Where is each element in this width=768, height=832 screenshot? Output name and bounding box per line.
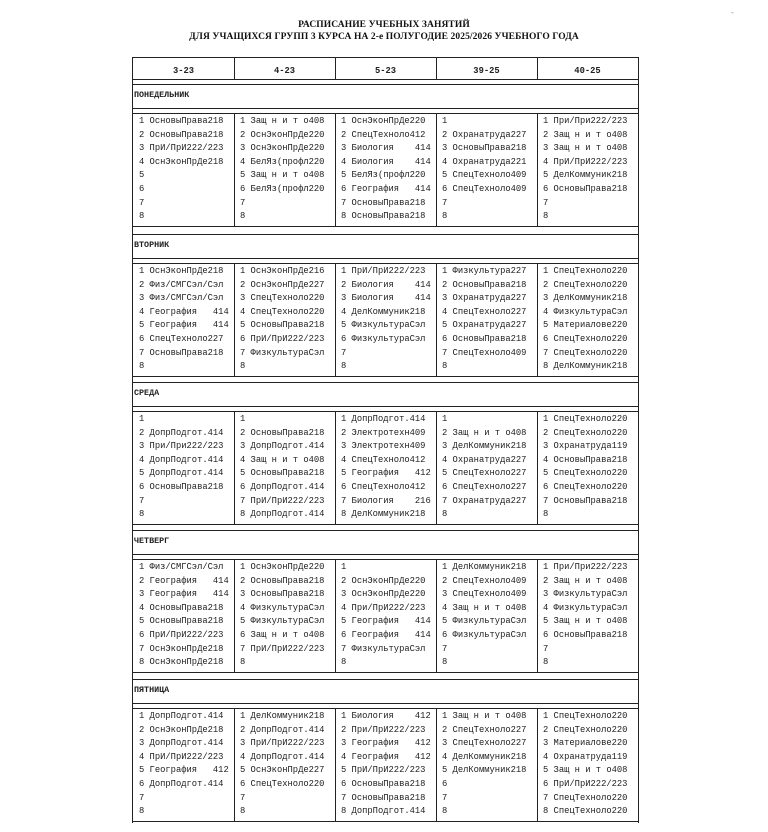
- lesson-entry: 6 СпецТехноло220: [240, 778, 325, 789]
- day-grid-bottom-border: [133, 672, 638, 673]
- lesson-entry: 4 ДопрПодгот.414: [139, 454, 224, 465]
- lesson-entry: 1 При/При222/223: [543, 562, 628, 572]
- column-divider: [537, 559, 538, 672]
- lesson-entry: 3 Электротехн409: [341, 441, 426, 452]
- column-divider: [537, 411, 538, 524]
- lesson-entry: 2 Электротехн409: [341, 427, 426, 438]
- lesson-entry: 6 ДопрПодгот.414: [139, 778, 224, 789]
- lesson-entry: 3 ФизкультураСэл: [543, 589, 628, 600]
- lesson-entry: 7 ОсновыПрава218: [139, 347, 224, 358]
- lesson-entry: 7: [442, 197, 448, 208]
- lesson-entry: 3 Биология 414: [341, 143, 431, 154]
- lesson-entry: 8 ДелКоммуник218: [341, 509, 426, 520]
- lesson-entry: 8: [341, 657, 347, 668]
- lesson-entry: 2 ДопрПодгот.414: [240, 724, 325, 735]
- column-divider: [436, 411, 437, 524]
- lesson-entry: 6 ОсновыПрава218: [543, 183, 628, 194]
- lesson-entry: 2 География 414: [139, 575, 229, 586]
- schedule-cell: [133, 413, 234, 522]
- lesson-entry: 4 Защ н и т о408: [240, 454, 325, 465]
- schedule-cell: [436, 561, 537, 670]
- schedule-cell: [537, 115, 638, 224]
- column-divider: [335, 263, 336, 376]
- lesson-entry: 3 ОсновыПрава218: [442, 143, 527, 154]
- lesson-entry: 8: [139, 509, 145, 520]
- lesson-entry: 4 Защ н и т о408: [442, 602, 527, 613]
- column-divider: [436, 559, 437, 672]
- lesson-entry: 7 Охранатруда227: [442, 495, 527, 506]
- lesson-entry: 6 СпецТехноло220: [543, 333, 628, 344]
- lesson-entry: 4 СпецТехноло412: [341, 454, 426, 465]
- lesson-entry: 7 ФизкультураСэл: [341, 643, 426, 654]
- lesson-entry: 1 ОснЭконПрДе218: [139, 266, 224, 276]
- lesson-entry: 5 ФизкультураСэл: [442, 616, 527, 627]
- lesson-entry: 4 СпецТехноло227: [442, 306, 527, 317]
- lesson-entry: 1 СпецТехноло220: [543, 711, 628, 721]
- lesson-entry: 4 ОснЭконПрДе218: [139, 156, 224, 167]
- lesson-entry: 7 СпецТехноло220: [543, 347, 628, 358]
- group-header: 3-23: [172, 66, 195, 76]
- lesson-entry: 1 Физкультура227: [442, 266, 527, 276]
- day-top-border: [133, 84, 638, 85]
- schedule-cell: [133, 561, 234, 670]
- lesson-entry: 4 Охранатруда221: [442, 156, 527, 167]
- lesson-entry: 7 ОсновыПрава218: [341, 792, 426, 803]
- lesson-entry: 2 ОсновыПрава218: [442, 279, 527, 290]
- lesson-entry: 3 География 414: [139, 589, 229, 600]
- column-divider: [234, 263, 235, 376]
- lesson-entry: 7 ФизкультураСэл: [240, 347, 325, 358]
- lesson-entry: 8: [442, 211, 448, 222]
- lesson-entry: 2 Защ н и т о408: [543, 575, 628, 586]
- day-divider: [133, 406, 638, 407]
- lesson-entry: 5 ОсновыПрава218: [139, 616, 224, 627]
- lesson-entry: 3 Материалове220: [543, 738, 628, 749]
- lesson-entry: 6 ОсновыПрава218: [139, 481, 224, 492]
- day-grid-bottom-border: [133, 821, 638, 822]
- lesson-entry: 4 География 414: [139, 306, 229, 317]
- lesson-entry: 2 СпецТехноло409: [442, 575, 527, 586]
- lesson-entry: 2 При/ПрИ222/223: [341, 724, 426, 735]
- schedule-cell: [335, 265, 436, 374]
- lesson-entry: 2 ОсновыПрава218: [240, 575, 325, 586]
- lesson-entry: 7: [240, 197, 246, 208]
- day-grid: [133, 710, 638, 819]
- lesson-entry: 2 Охранатруда227: [442, 129, 527, 140]
- lesson-entry: 5: [139, 170, 145, 181]
- lesson-entry: 7: [139, 792, 145, 803]
- lesson-entry: 1 ОснЭконПрДе216: [240, 266, 325, 276]
- lesson-entry: 4 ПрИ/ПрИ222/223: [543, 156, 628, 167]
- lesson-entry: 6 СпецТехноло227: [442, 481, 527, 492]
- lesson-entry: 8: [341, 361, 347, 372]
- lesson-entry: 1 ДелКоммуник218: [240, 711, 325, 721]
- lesson-entry: 5 ФизкультураСэл: [240, 616, 325, 627]
- lesson-entry: 1 Физ/СМГСэл/Сэл: [139, 562, 224, 572]
- day-divider: [133, 108, 638, 109]
- lesson-entry: 6 ОсновыПрава218: [442, 333, 527, 344]
- group-header: 4-23: [273, 66, 296, 76]
- lesson-entry: 3 География 412: [341, 738, 431, 749]
- table-top-border: [133, 57, 638, 58]
- schedule-cell: [133, 265, 234, 374]
- lesson-entry: 3 Биология 414: [341, 293, 431, 304]
- lesson-entry: 8: [139, 806, 145, 817]
- schedule-cell: [335, 561, 436, 670]
- day-grid-top-border: [133, 411, 638, 412]
- column-divider: [436, 113, 437, 226]
- lesson-entry: 5 ФизкультураСэл: [341, 320, 426, 331]
- lesson-entry: 2 Физ/СМГСэл/Сэл: [139, 279, 224, 290]
- lesson-entry: 2 ОснЭконПрДе220: [240, 129, 325, 140]
- column-divider: [234, 113, 235, 226]
- lesson-entry: 4 БелЯз(профл220: [240, 156, 325, 167]
- lesson-entry: 5 БелЯз(профл220: [341, 170, 426, 181]
- lesson-entry: 8: [543, 657, 549, 668]
- lesson-entry: 4 Биология 414: [341, 156, 431, 167]
- lesson-entry: 6 ОсновыПрава218: [341, 778, 426, 789]
- lesson-entry: 6: [139, 183, 145, 194]
- lesson-entry: 6 ПрИ/ПрИ222/223: [139, 629, 224, 640]
- lesson-entry: 6 ПрИ/ПрИ222/223: [543, 778, 628, 789]
- day-name: ВТОРНИК: [134, 240, 170, 250]
- schedule-cell: [436, 265, 537, 374]
- lesson-entry: 5 Защ н и т о408: [543, 616, 628, 627]
- lesson-entry: 2 Защ н и т о408: [442, 427, 527, 438]
- lesson-entry: 7 ПрИ/ПрИ222/223: [240, 643, 325, 654]
- lesson-entry: 1 При/При222/223: [543, 116, 628, 126]
- lesson-entry: 8: [442, 361, 448, 372]
- lesson-entry: 8: [442, 657, 448, 668]
- lesson-entry: 1 ОснЭконПрДе220: [341, 116, 426, 126]
- schedule-cell: [537, 265, 638, 374]
- lesson-entry: 6 ФизкультураСэл: [341, 333, 426, 344]
- lesson-entry: 4 ДелКоммуник218: [341, 306, 426, 317]
- lesson-entry: 7: [139, 197, 145, 208]
- column-divider: [234, 708, 235, 821]
- lesson-entry: 1 СпецТехноло220: [543, 266, 628, 276]
- lesson-entry: 7 ОсновыПрава218: [341, 197, 426, 208]
- lesson-entry: 6 СпецТехноло409: [442, 183, 527, 194]
- lesson-entry: 1 ОснЭконПрДе220: [240, 562, 325, 572]
- lesson-entry: 7 Биология 216: [341, 495, 431, 506]
- lesson-entry: 1 ДелКоммуник218: [442, 562, 527, 572]
- lesson-entry: 5 География 414: [139, 320, 229, 331]
- schedule-cell: [335, 115, 436, 224]
- lesson-entry: 4 При/ПрИ222/223: [341, 602, 426, 613]
- day-divider: [133, 554, 638, 555]
- group-header: 40-25: [574, 66, 601, 76]
- lesson-entry: 8: [240, 657, 246, 668]
- lesson-entry: 8 ОснЭконПрДе218: [139, 657, 224, 668]
- column-divider: [335, 411, 336, 524]
- lesson-entry: 6: [442, 778, 448, 789]
- lesson-entry: 8: [139, 361, 145, 372]
- lesson-entry: 2 ОсновыПрава218: [240, 427, 325, 438]
- lesson-entry: 6 БелЯз(профл220: [240, 183, 325, 194]
- lesson-entry: 5 ПрИ/ПрИ222/223: [341, 765, 426, 776]
- day-grid-bottom-border: [133, 376, 638, 377]
- lesson-entry: 4 ФизкультураСэл: [543, 306, 628, 317]
- column-divider: [335, 113, 336, 226]
- day-grid-bottom-border: [133, 524, 638, 525]
- day-grid: [133, 413, 638, 522]
- lesson-entry: 1 ПрИ/ПрИ222/223: [341, 266, 426, 276]
- lesson-entry: 1 Биология 412: [341, 711, 431, 721]
- lesson-entry: 8: [442, 509, 448, 520]
- schedule-cell: [234, 265, 335, 374]
- lesson-entry: 7 ОснЭконПрДе218: [139, 643, 224, 654]
- group-header: 5-23: [374, 66, 397, 76]
- lesson-entry: 8: [240, 361, 246, 372]
- schedule-cell: [335, 413, 436, 522]
- lesson-entry: 5 СпецТехноло409: [442, 170, 527, 181]
- lesson-entry: 2 Защ н и т о408: [543, 129, 628, 140]
- lesson-entry: 7: [240, 792, 246, 803]
- lesson-entry: 5 Охранатруда227: [442, 320, 527, 331]
- lesson-entry: 7 ОсновыПрава218: [543, 495, 628, 506]
- lesson-entry: 4 СпецТехноло220: [240, 306, 325, 317]
- lesson-entry: 6 ДопрПодгот.414: [240, 481, 325, 492]
- lesson-entry: 8 ОсновыПрава218: [341, 211, 426, 222]
- lesson-entry: 6 СпецТехноло220: [543, 481, 628, 492]
- schedule-cell: [436, 710, 537, 819]
- lesson-entry: 7: [442, 643, 448, 654]
- lesson-entry: 3 Физ/СМГСэл/Сэл: [139, 293, 224, 304]
- lesson-entry: 4 ДопрПодгот.414: [240, 751, 325, 762]
- lesson-entry: 5 ОснЭконПрДе227: [240, 765, 325, 776]
- lesson-entry: 1: [139, 414, 145, 424]
- lesson-entry: 8: [543, 211, 549, 222]
- lesson-entry: 1 ОсновыПрава218: [139, 116, 224, 126]
- lesson-entry: 6 СпецТехноло227: [139, 333, 224, 344]
- day-top-border: [133, 234, 638, 235]
- lesson-entry: 2 СпецТехноло220: [543, 427, 628, 438]
- day-grid: [133, 115, 638, 224]
- lesson-entry: 1 СпецТехноло220: [543, 414, 628, 424]
- lesson-entry: 2 ОснЭконПрДе218: [139, 724, 224, 735]
- lesson-entry: 5 ДопрПодгот.414: [139, 468, 224, 479]
- column-divider: [234, 559, 235, 672]
- lesson-entry: 1 Защ н и т о408: [442, 711, 527, 721]
- column-divider: [335, 708, 336, 821]
- lesson-entry: 5 ДелКоммуник218: [442, 765, 527, 776]
- column-divider: [436, 708, 437, 821]
- lesson-entry: 2 СпецТехноло227: [442, 724, 527, 735]
- lesson-entry: 4 География 412: [341, 751, 431, 762]
- lesson-entry: 5 ОсновыПрава218: [240, 468, 325, 479]
- lesson-entry: 8 ДелКоммуник218: [543, 361, 628, 372]
- schedule-cell: [133, 710, 234, 819]
- lesson-entry: 5 ОсновыПрава218: [240, 320, 325, 331]
- schedule-cell: [133, 115, 234, 224]
- lesson-entry: 3 ОснЭконПрДе220: [240, 143, 325, 154]
- lesson-entry: 2 ОсновыПрава218: [139, 129, 224, 140]
- column-divider: [436, 263, 437, 376]
- day-grid: [133, 561, 638, 670]
- day-grid-top-border: [133, 559, 638, 560]
- day-name: ЧЕТВЕРГ: [134, 536, 170, 546]
- lesson-entry: 3 ДелКоммуник218: [543, 293, 628, 304]
- lesson-entry: 2 ОснЭконПрДе227: [240, 279, 325, 290]
- document-subtitle: ДЛЯ УЧАЩИХСЯ ГРУПП 3 КУРСА НА 2-е ПОЛУГОДИЕ 2025/2026 УЧЕБНОГО ГОДА: [189, 32, 579, 42]
- column-divider: [537, 113, 538, 226]
- lesson-entry: 3 СпецТехноло227: [442, 738, 527, 749]
- lesson-entry: 8: [240, 806, 246, 817]
- day-grid-top-border: [133, 708, 638, 709]
- lesson-entry: 3 ДелКоммуник218: [442, 441, 527, 452]
- column-divider: [537, 708, 538, 821]
- lesson-entry: 3 Охранатруда119: [543, 441, 628, 452]
- lesson-entry: 6 Защ н и т о408: [240, 629, 325, 640]
- lesson-entry: 5 Защ н и т о408: [240, 170, 325, 181]
- lesson-entry: 4 Охранатруда119: [543, 751, 628, 762]
- lesson-entry: 5 География 414: [341, 616, 431, 627]
- lesson-entry: 5 ДелКоммуник218: [543, 170, 628, 181]
- lesson-entry: 1: [442, 116, 448, 126]
- lesson-entry: 3 ПрИ/ПрИ222/223: [240, 738, 325, 749]
- day-top-border: [133, 530, 638, 531]
- lesson-entry: 3 СпецТехноло409: [442, 589, 527, 600]
- lesson-entry: 2 ОснЭконПрДе220: [341, 575, 426, 586]
- lesson-entry: 4 Охранатруда227: [442, 454, 527, 465]
- lesson-entry: 6 ФизкультураСэл: [442, 629, 527, 640]
- lesson-entry: 4 ФизкультураСэл: [543, 602, 628, 613]
- lesson-entry: 3 ДопрПодгот.414: [139, 738, 224, 749]
- lesson-entry: 2 СпецТехноло412: [341, 129, 426, 140]
- lesson-entry: 2 СпецТехноло220: [543, 279, 628, 290]
- lesson-entry: 4 ОсновыПрава218: [543, 454, 628, 465]
- schedule-cell: [537, 561, 638, 670]
- lesson-entry: 8: [442, 806, 448, 817]
- day-grid-top-border: [133, 113, 638, 114]
- lesson-entry: 3 СпецТехноло220: [240, 293, 325, 304]
- lesson-entry: 7: [543, 197, 549, 208]
- lesson-entry: 1: [442, 414, 448, 424]
- day-name: ПЯТНИЦА: [134, 685, 170, 695]
- lesson-entry: 1 ДопрПодгот.414: [341, 414, 426, 424]
- lesson-entry: 7: [442, 792, 448, 803]
- lesson-entry: 6 СпецТехноло412: [341, 481, 426, 492]
- lesson-entry: 1 ДопрПодгот.414: [139, 711, 224, 721]
- column-divider: [537, 263, 538, 376]
- lesson-entry: 3 ОсновыПрава218: [240, 589, 325, 600]
- column-divider: [335, 559, 336, 672]
- lesson-entry: 7 ПрИ/ПрИ222/223: [240, 495, 325, 506]
- document-title: РАСПИСАНИЕ УЧЕБНЫХ ЗАНЯТИЙ: [298, 20, 470, 30]
- lesson-entry: 8: [543, 509, 549, 520]
- schedule-cell: [335, 710, 436, 819]
- lesson-entry: 5 СпецТехноло220: [543, 468, 628, 479]
- day-top-border: [133, 679, 638, 680]
- day-grid: [133, 265, 638, 374]
- day-top-border: [133, 382, 638, 383]
- day-name: СРЕДА: [134, 388, 160, 398]
- lesson-entry: 8: [139, 211, 145, 222]
- lesson-entry: 4 ОсновыПрава218: [139, 602, 224, 613]
- lesson-entry: 2 СпецТехноло220: [543, 724, 628, 735]
- column-divider: [234, 411, 235, 524]
- lesson-entry: 6 География 414: [341, 183, 431, 194]
- day-divider: [133, 258, 638, 259]
- lesson-entry: 7: [139, 495, 145, 506]
- lesson-entry: 5 СпецТехноло227: [442, 468, 527, 479]
- schedule-cell: [234, 115, 335, 224]
- schedule-cell: [537, 413, 638, 522]
- lesson-entry: 8 ДопрПодгот.414: [240, 509, 325, 520]
- lesson-entry: 2 ДопрПодгот.414: [139, 427, 224, 438]
- lesson-entry: 7: [341, 347, 347, 358]
- lesson-entry: 7: [543, 643, 549, 654]
- lesson-entry: 3 При/При222/223: [139, 441, 224, 452]
- group-header: 39-25: [473, 66, 500, 76]
- lesson-entry: 3 ОснЭконПрДе220: [341, 589, 426, 600]
- lesson-entry: 5 География 412: [341, 468, 431, 479]
- schedule-cell: [436, 413, 537, 522]
- day-name: ПОНЕДЕЛЬНИК: [134, 90, 190, 100]
- lesson-entry: 8 ДопрПодгот.414: [341, 806, 426, 817]
- lesson-entry: 3 Защ н и т о408: [543, 143, 628, 154]
- lesson-entry: 5 География 412: [139, 765, 229, 776]
- schedule-cell: [234, 710, 335, 819]
- lesson-entry: 4 ПрИ/ПрИ222/223: [139, 751, 224, 762]
- lesson-entry: 3 ПрИ/ПрИ222/223: [139, 143, 224, 154]
- lesson-entry: 5 Материалове220: [543, 320, 628, 331]
- day-divider: [133, 703, 638, 704]
- schedule-cell: [537, 710, 638, 819]
- lesson-entry: 8: [240, 211, 246, 222]
- lesson-entry: 7 СпецТехноло220: [543, 792, 628, 803]
- corner-mark: -: [731, 8, 734, 17]
- schedule-cell: [234, 561, 335, 670]
- schedule-cell: [436, 115, 537, 224]
- lesson-entry: 5 Защ н и т о408: [543, 765, 628, 776]
- lesson-entry: 7 СпецТехноло409: [442, 347, 527, 358]
- lesson-entry: 6 ПрИ/ПрИ222/223: [240, 333, 325, 344]
- lesson-entry: 1: [240, 414, 246, 424]
- lesson-entry: 3 Охранатруда227: [442, 293, 527, 304]
- lesson-entry: 3 ДопрПодгот.414: [240, 441, 325, 452]
- day-grid-top-border: [133, 263, 638, 264]
- lesson-entry: 2 Биология 414: [341, 279, 431, 290]
- header-bottom-border: [133, 79, 638, 80]
- lesson-entry: 6 ОсновыПрава218: [543, 629, 628, 640]
- lesson-entry: 8 СпецТехноло220: [543, 806, 628, 817]
- day-grid-bottom-border: [133, 226, 638, 227]
- lesson-entry: 4 ДелКоммуник218: [442, 751, 527, 762]
- lesson-entry: 1: [341, 562, 347, 572]
- lesson-entry: 1 Защ н и т о408: [240, 116, 325, 126]
- schedule-cell: [234, 413, 335, 522]
- lesson-entry: 4 ФизкультураСэл: [240, 602, 325, 613]
- lesson-entry: 6 География 414: [341, 629, 431, 640]
- schedule-table: [132, 57, 639, 823]
